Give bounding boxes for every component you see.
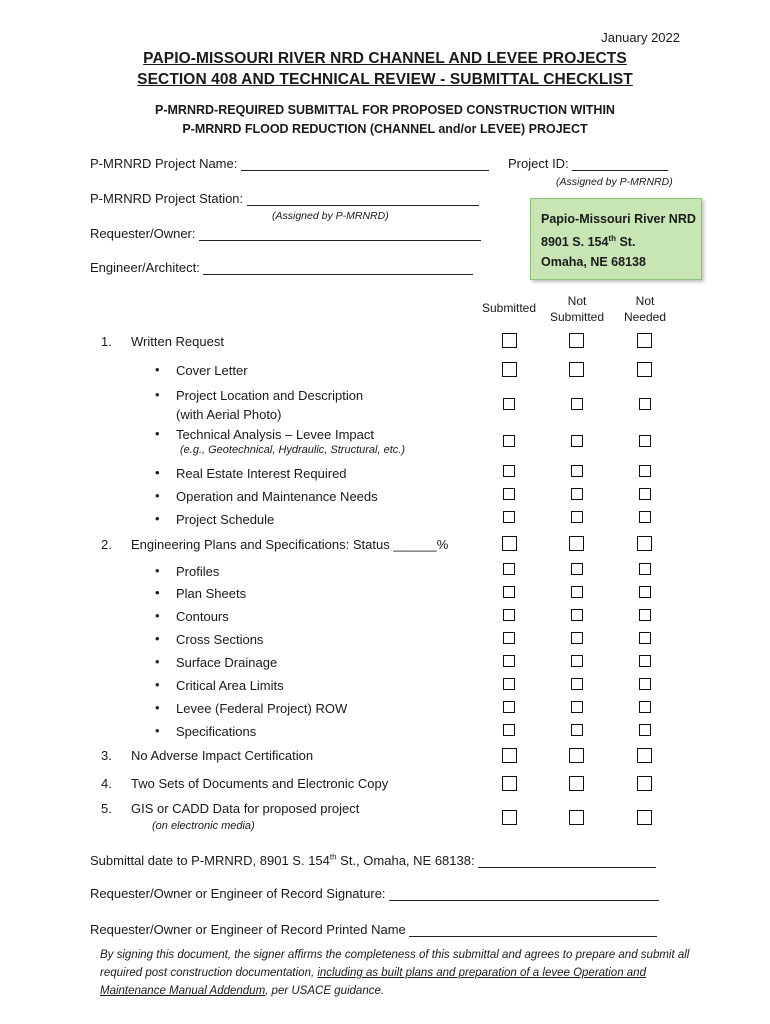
- item-2-sub-6-not-needed-checkbox[interactable]: [639, 678, 651, 690]
- item-2-sub-5-not-needed-checkbox[interactable]: [639, 655, 651, 667]
- item-2-number: 2.: [101, 537, 112, 552]
- item-2-sub-6-not-submitted-checkbox[interactable]: [571, 678, 583, 690]
- item-5-note: (on electronic media): [152, 820, 255, 832]
- column-header-submitted: Submitted: [481, 301, 537, 315]
- document-subtitle-line2: P-MRNRD FLOOD REDUCTION (CHANNEL and/or LEVEE) PROJECT: [182, 122, 588, 136]
- engineer-architect-field: [90, 260, 473, 275]
- item-2-sub-6-bullet: •: [155, 677, 160, 692]
- item-1-sub-2-label: Project Location and Description: [176, 388, 364, 403]
- nrd-address-box: [530, 198, 702, 280]
- item-5-label: GIS or CADD Data for proposed project: [131, 801, 360, 816]
- address-line1: Papio-Missouri River NRD: [541, 212, 696, 226]
- project-id-label: Project ID:: [508, 156, 569, 171]
- item-2-sub-7-not-submitted-checkbox[interactable]: [571, 701, 583, 713]
- item-5-number: 5.: [101, 801, 112, 816]
- item-2-sub-1-label: Profiles: [176, 564, 220, 579]
- address-line2: 8901 S. 154th St.: [541, 234, 636, 250]
- item-2-sub-8-submitted-checkbox[interactable]: [503, 724, 515, 736]
- document-subtitle-line1: P-MRNRD-REQUIRED SUBMITTAL FOR PROPOSED CONSTRUCTION WITHIN: [155, 103, 615, 117]
- requester-owner-field: [90, 226, 481, 241]
- project-id-note: (Assigned by P-MRNRD): [556, 176, 673, 188]
- item-2-sub-3-not-needed-checkbox[interactable]: [639, 609, 651, 621]
- engineer-architect-label: Engineer/Architect:: [90, 260, 200, 275]
- item-2-sub-1-bullet: •: [155, 563, 160, 578]
- item-2-sub-2-label: Plan Sheets: [176, 586, 247, 601]
- item-3-not-needed-checkbox[interactable]: [637, 748, 652, 763]
- document-title-line1: PAPIO-MISSOURI RIVER NRD CHANNEL AND LEVEE PROJECTS: [143, 50, 627, 67]
- item-1-sub-3-bullet: •: [155, 426, 160, 441]
- item-2-sub-2-not-submitted-checkbox[interactable]: [571, 586, 583, 598]
- project-station-input-line[interactable]: [247, 191, 479, 206]
- item-1-sub-6-not-submitted-checkbox[interactable]: [571, 511, 583, 523]
- item-3-number: 3.: [101, 748, 112, 763]
- item-5-not-needed-checkbox[interactable]: [637, 810, 652, 825]
- project-id-field: [508, 156, 668, 171]
- item-4-label: Two Sets of Documents and Electronic Copy: [131, 776, 389, 791]
- item-1-sub-5-not-submitted-checkbox[interactable]: [571, 488, 583, 500]
- item-2-sub-8-not-submitted-checkbox[interactable]: [571, 724, 583, 736]
- submittal-date-input-line[interactable]: [478, 853, 656, 868]
- item-1-sub-2-not-needed-checkbox[interactable]: [639, 398, 651, 410]
- item-2-sub-5-submitted-checkbox[interactable]: [503, 655, 515, 667]
- item-2-sub-3-bullet: •: [155, 608, 160, 623]
- printed-name-field: [90, 922, 657, 937]
- item-2-not-submitted-checkbox[interactable]: [569, 536, 584, 551]
- item-2-sub-4-label: Cross Sections: [176, 632, 264, 647]
- project-id-input-line[interactable]: [572, 156, 668, 171]
- signature-label: Requester/Owner or Engineer of Record Signature:: [90, 886, 386, 901]
- document-title-line2: SECTION 408 AND TECHNICAL REVIEW - SUBMITTAL CHECKLIST: [137, 71, 633, 88]
- item-1-sub-4-submitted-checkbox[interactable]: [503, 465, 515, 477]
- project-station-field: [90, 191, 479, 206]
- item-1-not-submitted-checkbox[interactable]: [569, 333, 584, 348]
- item-1-sub-1-not-needed-checkbox[interactable]: [637, 362, 652, 377]
- item-3-not-submitted-checkbox[interactable]: [569, 748, 584, 763]
- item-4-not-needed-checkbox[interactable]: [637, 776, 652, 791]
- item-1-sub-6-not-needed-checkbox[interactable]: [639, 511, 651, 523]
- item-1-sub-4-not-submitted-checkbox[interactable]: [571, 465, 583, 477]
- item-2-sub-8-label: Specifications: [176, 724, 257, 739]
- item-4-submitted-checkbox[interactable]: [502, 776, 517, 791]
- engineer-architect-input-line[interactable]: [203, 260, 473, 275]
- project-name-field: [90, 156, 489, 171]
- signature-field: [90, 886, 659, 901]
- item-2-sub-3-not-submitted-checkbox[interactable]: [571, 609, 583, 621]
- printed-name-input-line[interactable]: [409, 922, 657, 937]
- item-1-not-needed-checkbox[interactable]: [637, 333, 652, 348]
- requester-owner-label: Requester/Owner:: [90, 226, 196, 241]
- item-2-label: Engineering Plans and Specifications: Status ______%: [131, 537, 449, 552]
- item-1-submitted-checkbox[interactable]: [502, 333, 517, 348]
- item-2-sub-4-submitted-checkbox[interactable]: [503, 632, 515, 644]
- item-1-sub-4-not-needed-checkbox[interactable]: [639, 465, 651, 477]
- project-station-note: (Assigned by P-MRNRD): [272, 210, 389, 222]
- item-1-sub-3-not-needed-checkbox[interactable]: [639, 435, 651, 447]
- submittal-date-field: [90, 853, 656, 868]
- item-1-sub-5-submitted-checkbox[interactable]: [503, 488, 515, 500]
- item-1-sub-3-note: (e.g., Geotechnical, Hydraulic, Structural, etc.): [180, 444, 405, 456]
- item-1-sub-1-label: Cover Letter: [176, 363, 248, 378]
- item-2-sub-6-label: Critical Area Limits: [176, 678, 284, 693]
- item-1-number: 1.: [101, 334, 112, 349]
- item-1-sub-2-submitted-checkbox[interactable]: [503, 398, 515, 410]
- item-1-sub-4-label: Real Estate Interest Required: [176, 466, 347, 481]
- item-2-sub-8-bullet: •: [155, 723, 160, 738]
- item-5-submitted-checkbox[interactable]: [502, 810, 517, 825]
- item-2-sub-1-not-needed-checkbox[interactable]: [639, 563, 651, 575]
- item-2-sub-8-not-needed-checkbox[interactable]: [639, 724, 651, 736]
- item-1-sub-2-not-submitted-checkbox[interactable]: [571, 398, 583, 410]
- item-2-sub-5-not-submitted-checkbox[interactable]: [571, 655, 583, 667]
- item-1-sub-5-not-needed-checkbox[interactable]: [639, 488, 651, 500]
- item-1-label: Written Request: [131, 334, 224, 349]
- item-1-sub-2-bullet: •: [155, 387, 160, 402]
- project-name-label: P-MRNRD Project Name:: [90, 156, 238, 171]
- item-1-sub-1-not-submitted-checkbox[interactable]: [569, 362, 584, 377]
- item-2-sub-4-not-needed-checkbox[interactable]: [639, 632, 651, 644]
- item-2-sub-5-bullet: •: [155, 654, 160, 669]
- item-2-sub-4-bullet: •: [155, 631, 160, 646]
- item-1-sub-4-bullet: •: [155, 465, 160, 480]
- item-1-sub-2-label-line2: (with Aerial Photo): [176, 407, 282, 422]
- item-2-sub-3-label: Contours: [176, 609, 229, 624]
- project-name-input-line[interactable]: [241, 156, 489, 171]
- item-2-submitted-checkbox[interactable]: [502, 536, 517, 551]
- document-date: January 2022: [601, 30, 680, 45]
- requester-owner-input-line[interactable]: [199, 226, 481, 241]
- item-1-sub-3-submitted-checkbox[interactable]: [503, 435, 515, 447]
- item-2-sub-7-bullet: •: [155, 700, 160, 715]
- item-3-submitted-checkbox[interactable]: [502, 748, 517, 763]
- address-line3: Omaha, NE 68138: [541, 255, 646, 270]
- item-1-sub-6-submitted-checkbox[interactable]: [503, 511, 515, 523]
- item-2-sub-7-not-needed-checkbox[interactable]: [639, 701, 651, 713]
- item-1-sub-5-bullet: •: [155, 488, 160, 503]
- item-1-sub-3-label: Technical Analysis – Levee Impact: [176, 427, 374, 442]
- column-header-not-needed: Not Needed: [623, 294, 667, 324]
- item-4-not-submitted-checkbox[interactable]: [569, 776, 584, 791]
- item-2-sub-2-bullet: •: [155, 585, 160, 600]
- item-2-sub-6-submitted-checkbox[interactable]: [503, 678, 515, 690]
- item-1-sub-3-not-submitted-checkbox[interactable]: [571, 435, 583, 447]
- project-station-label: P-MRNRD Project Station:: [90, 191, 244, 206]
- item-2-sub-2-not-needed-checkbox[interactable]: [639, 586, 651, 598]
- item-1-sub-1-bullet: •: [155, 362, 160, 377]
- item-5-not-submitted-checkbox[interactable]: [569, 810, 584, 825]
- item-1-sub-6-bullet: •: [155, 511, 160, 526]
- printed-name-label: Requester/Owner or Engineer of Record Printed Name: [90, 922, 406, 937]
- item-3-label: No Adverse Impact Certification: [131, 748, 314, 763]
- item-2-sub-3-submitted-checkbox[interactable]: [503, 609, 515, 621]
- item-4-number: 4.: [101, 776, 112, 791]
- item-2-sub-7-submitted-checkbox[interactable]: [503, 701, 515, 713]
- item-1-sub-6-label: Project Schedule: [176, 512, 275, 527]
- item-2-sub-5-label: Surface Drainage: [176, 655, 278, 670]
- item-2-not-needed-checkbox[interactable]: [637, 536, 652, 551]
- item-2-sub-4-not-submitted-checkbox[interactable]: [571, 632, 583, 644]
- item-2-sub-1-not-submitted-checkbox[interactable]: [571, 563, 583, 575]
- item-1-sub-1-submitted-checkbox[interactable]: [502, 362, 517, 377]
- submittal-date-label: Submittal date to P-MRNRD, 8901 S. 154th St., Omaha, NE 68138:: [90, 853, 475, 869]
- item-1-sub-5-label: Operation and Maintenance Needs: [176, 489, 378, 504]
- item-2-sub-2-submitted-checkbox[interactable]: [503, 586, 515, 598]
- signature-disclaimer: By signing this document, the signer affirms the completeness of this submittal and agrees to prepare and submit all required post construction documentation, including as built plans and preparation of a levee Operation and Maintenance Manual Addendum, per USACE guidance.: [100, 949, 690, 997]
- item-2-sub-1-submitted-checkbox[interactable]: [503, 563, 515, 575]
- signature-input-line[interactable]: [389, 886, 659, 901]
- column-header-not-submitted: Not Submitted: [549, 294, 605, 324]
- item-2-sub-7-label: Levee (Federal Project) ROW: [176, 701, 348, 716]
